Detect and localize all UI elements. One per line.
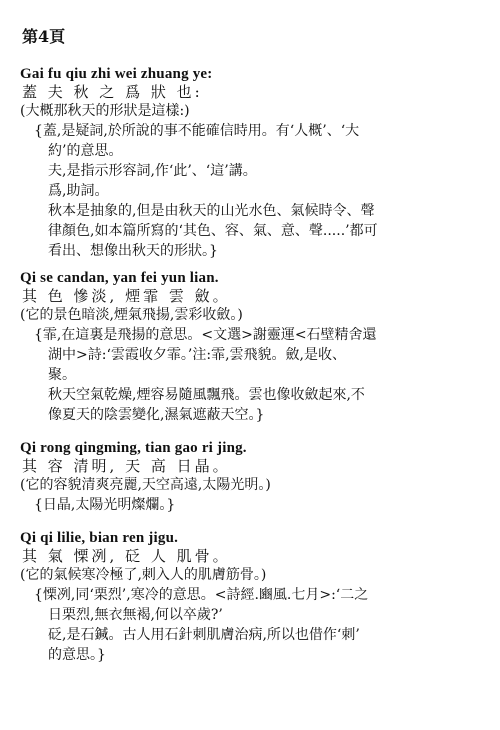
annotation-block: [20, 585, 488, 665]
chinese-text-line: 其 氣 慄冽, 砭 人 肌骨。: [22, 547, 231, 565]
passage-section-1: [20, 66, 490, 261]
annotation-block: [20, 121, 488, 261]
translation-line: (它的容貌清爽亮麗,天空高遠,太陽光明。): [20, 477, 271, 493]
note-line: 約’的意思。: [48, 143, 123, 159]
pinyin-line: Qi rong qingming, tian gao ri jing.: [20, 440, 247, 456]
passage-section-2: [20, 270, 490, 425]
note-line: 律顏色,如本篇所寫的‘其色、容、氣、意、聲.....’都可: [48, 223, 378, 239]
note-line: 秋本是抽象的,但是由秋天的山光水色、氣候時令、聲: [48, 203, 375, 219]
note-line: 像夏天的陰雲變化,濕氣遮蔽天空。}: [48, 407, 265, 423]
note-line: 日栗烈,無衣無褐,何以卒歲?’: [48, 607, 223, 623]
note-line: 砭,是石鍼。古人用石針刺肌膚治病,所以也借作‘刺’: [48, 627, 360, 643]
translation-line: (大概那秋天的形狀是這樣:): [20, 103, 190, 119]
translation-line: (它的氣候寒冷極了,刺入人的肌膚筋骨。): [20, 567, 267, 583]
passage-section-3: [20, 440, 490, 515]
pinyin-line: Qi se candan, yan fei yun lian.: [20, 270, 219, 286]
page-number: 第4頁: [22, 27, 66, 46]
note-line: 的意思。}: [48, 647, 106, 663]
note-line: 夫,是指示形容詞,作‘此’、‘這’講。: [48, 163, 257, 179]
note-line: {慄冽,同‘栗烈’,寒冷的意思。<詩經.豳風.七月>:‘二之: [34, 587, 369, 603]
pinyin-line: Gai fu qiu zhi wei zhuang ye:: [20, 66, 213, 82]
note-line: {蓋,是疑詞,於所說的事不能確信時用。有‘人概’、‘大: [34, 123, 360, 139]
translation-line: (它的景色暗淡,煙氣飛揚,雲彩收斂。): [20, 307, 243, 323]
pinyin-line: Qi qi lilie, bian ren jigu.: [20, 530, 179, 546]
note-line: 秋天空氣乾燥,煙容易隨風飄飛。雲也像收斂起來,不: [48, 387, 365, 403]
note-line: 聚。: [48, 367, 76, 383]
note-line: 看出、想像出秋天的形狀。}: [48, 243, 218, 259]
annotation-block: [20, 325, 488, 425]
chinese-text-line: 其 色 慘淡, 煙霏 雲 斂。: [22, 287, 231, 305]
passage-section-4: [20, 530, 490, 665]
note-line: {日晶,太陽光明燦爛。}: [34, 497, 176, 513]
note-line: {霏,在這裏是飛揚的意思。<文選>謝靈運<石壁精舍還: [34, 327, 377, 343]
note-line: 爲,助詞。: [48, 183, 109, 199]
chinese-text-line: 蓋 夫 秋 之 爲 狀 也:: [22, 83, 203, 101]
chinese-text-line: 其 容 清明, 天 高 日晶。: [22, 457, 231, 475]
annotation-block: [20, 495, 488, 515]
note-line: 湖中>詩:‘雲霞收夕霏。’注:霏,雲飛貌。斂,是收、: [48, 347, 346, 363]
